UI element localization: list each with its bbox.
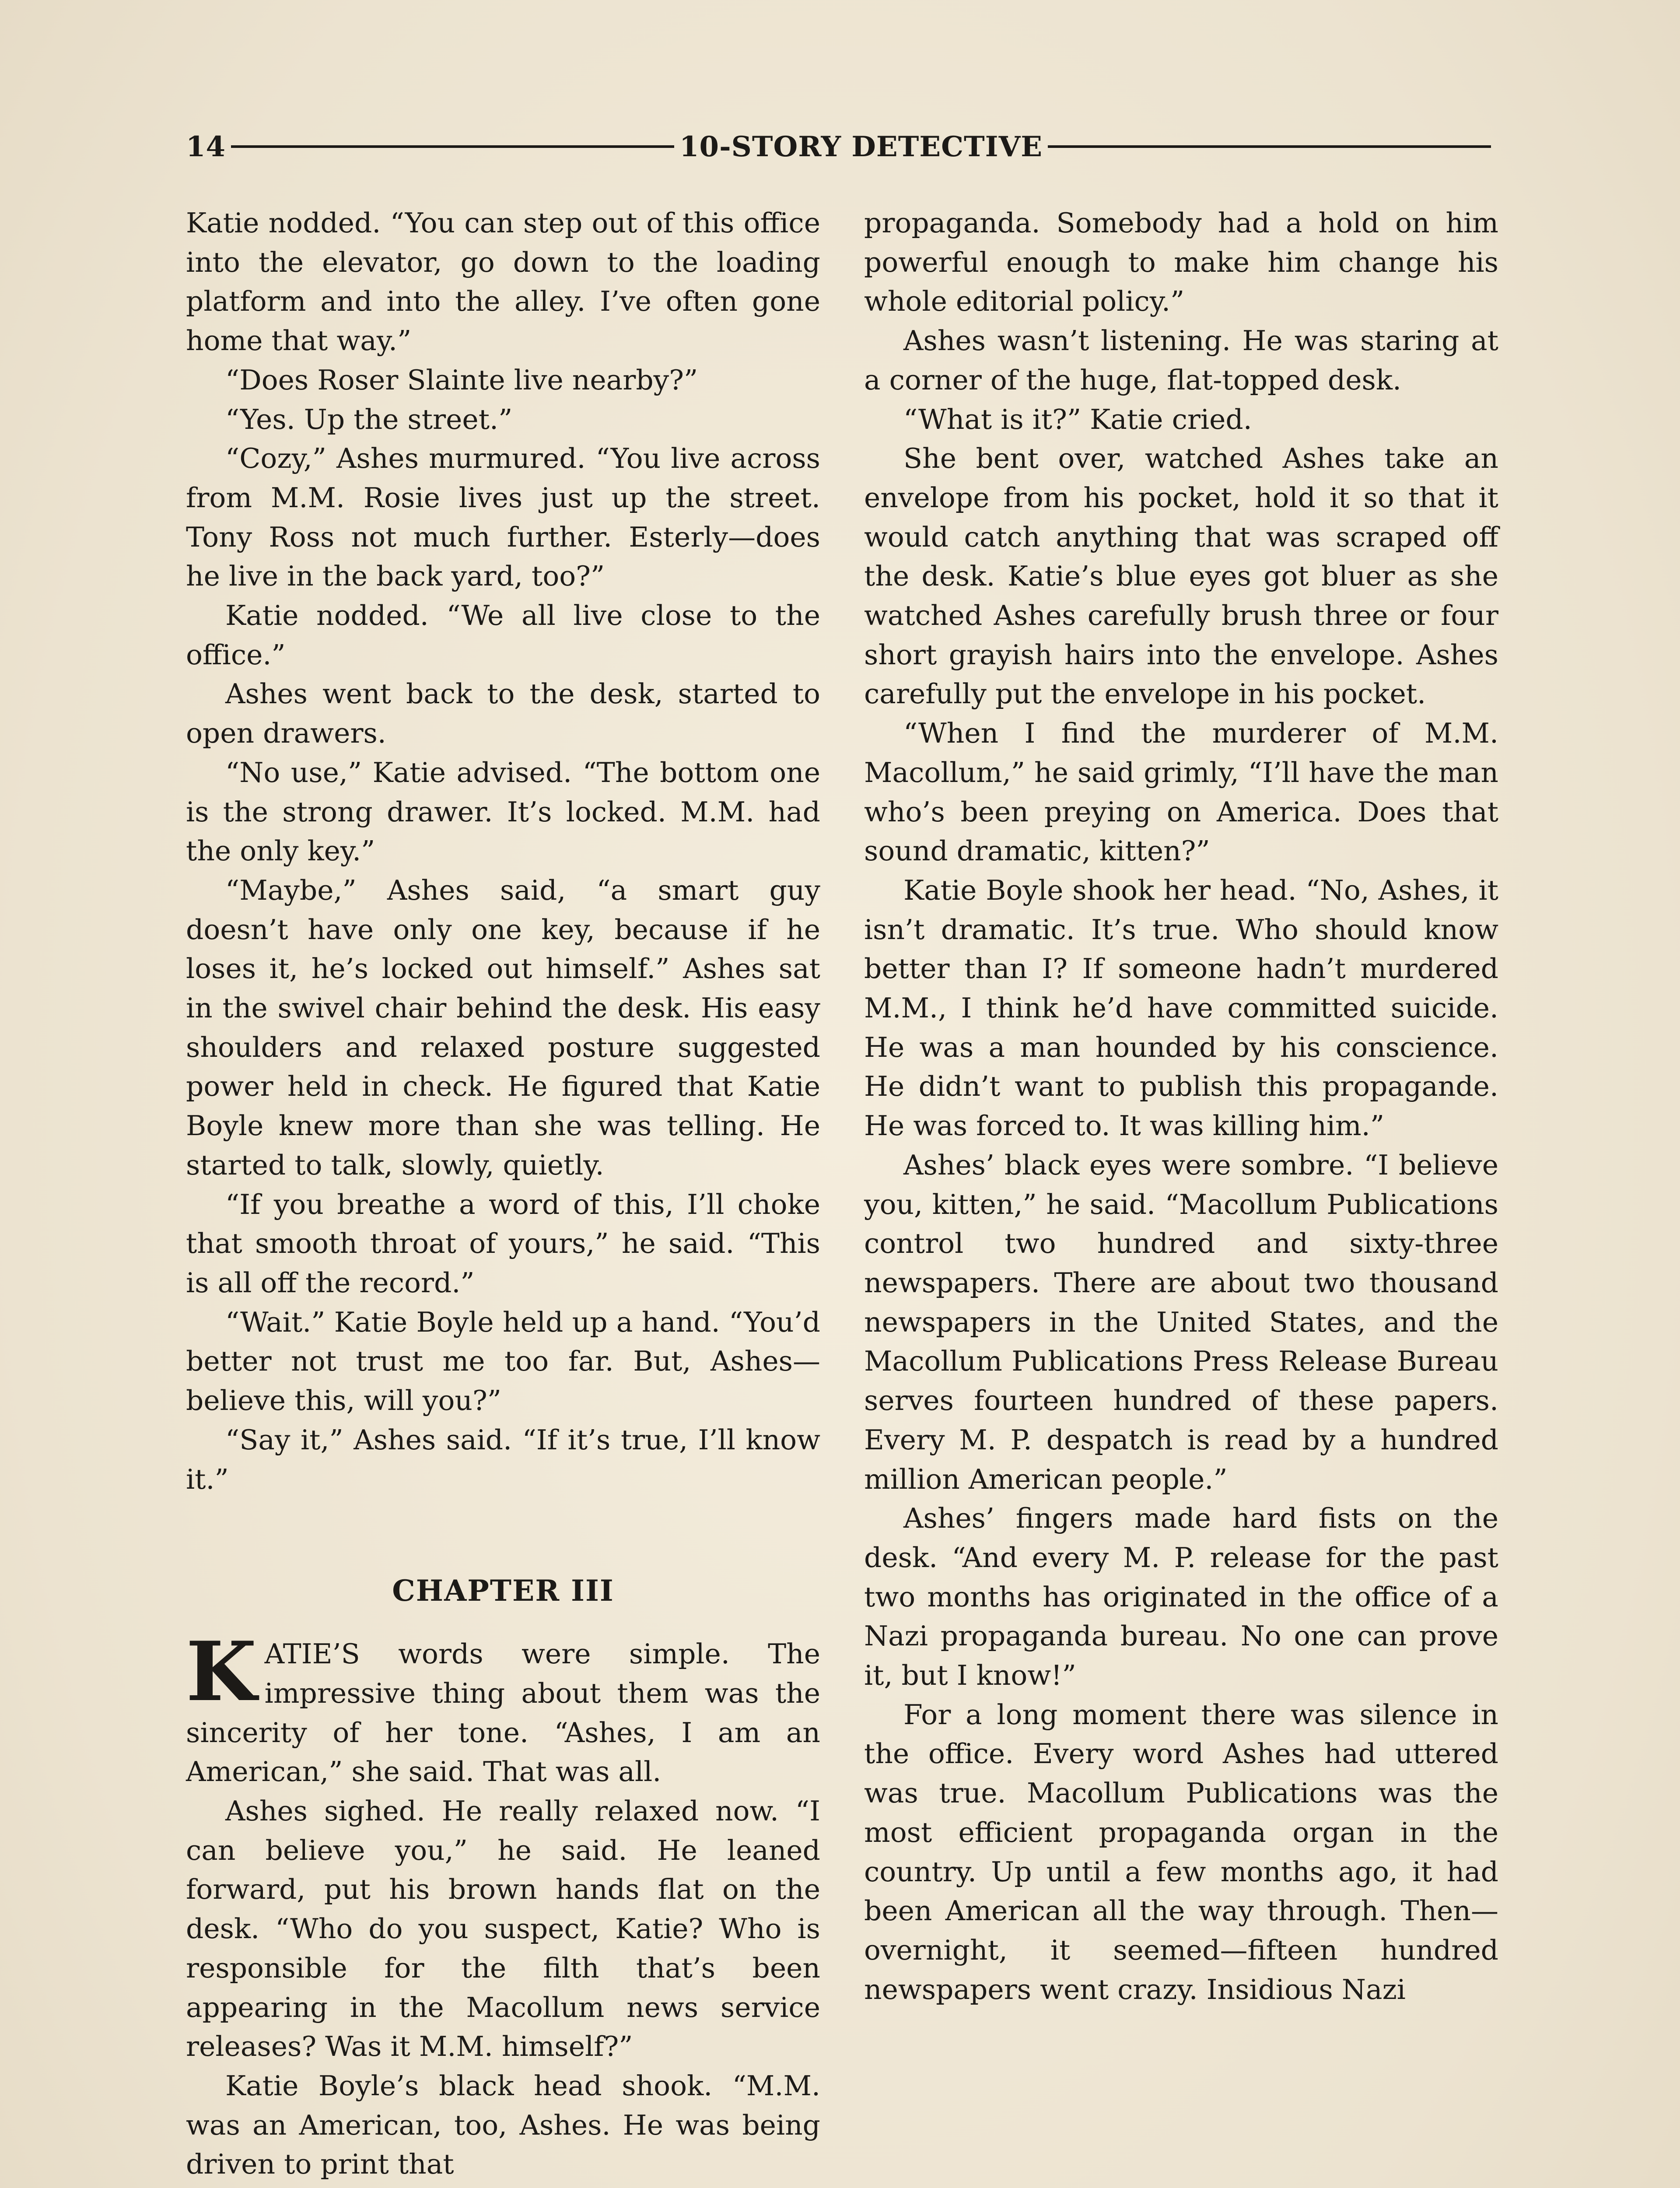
paragraph: Ashes’ black eyes were sombre. “I believe you, kitten,” he said. “Macollum Publications control two hundred and sixty-three newspapers. There are about two thousand newspapers in the United States, and the Macollum Publications Press Release Bureau serves fourteen hundred of these papers. Every M. P. despatch is read by a hundred million American people.” <box>864 1149 1498 1495</box>
paragraph: Ashes’ fingers made hard fists on the desk. “And every M. P. release for the past two months has originated in the office of a Nazi propaganda bureau. No one can prove it, but I know!” <box>864 1502 1498 1692</box>
paragraph: “Does Roser Slainte live nearby?” <box>225 364 698 396</box>
paragraph: Katie nodded. “You can step out of this office into the elevator, go down to the loading platform and into the alley. I’ve often gone home that way.” <box>186 207 820 357</box>
paragraph: Ashes wasn’t listening. He was staring at a corner of the huge, flat-topped desk. <box>864 325 1498 396</box>
chapter-heading: CHAPTER III <box>392 1574 614 1608</box>
paragraph: “If you breathe a word of this, I’ll choke that smooth throat of yours,” he said. “This is all off the record.” <box>186 1188 820 1299</box>
right-column <box>864 203 1498 2188</box>
paragraph: “Maybe,” Ashes said, “a smart guy doesn’t have only one key, because if he loses it, he’s locked out himself.” Ashes sat in the swivel chair behind the desk. His easy shoulders and relaxed posture suggested power held in check. He figured that Katie Boyle knew more than she was telling. He started to talk, slowly, quietly. <box>186 874 820 1181</box>
page-number: 14 <box>186 130 226 163</box>
paragraph: “Cozy,” Ashes murmured. “You live across from M.M. Rosie lives just up the street. Tony Ross not much further. Esterly—does he live in the back yard, too?” <box>186 442 820 593</box>
header-rule-right <box>1048 145 1491 148</box>
chapter-opening-paragraph <box>186 1623 820 1792</box>
paragraph: For a long moment there was silence in the office. Every word Ashes had uttered was true. Macollum Publications was the most efficient propaganda organ in the country. Up until a few months ago, it had been American all the way through. Then—overnight, it seemed—fifteen hundred newspapers went crazy. Insidious Nazi <box>864 1698 1498 2006</box>
paragraph: “What is it?” Katie cried. <box>903 403 1252 435</box>
page-header <box>186 127 1496 166</box>
continued-paragraph: propaganda. Somebody had a hold on him powerful enough to make him change his whole editorial policy.” <box>864 207 1498 318</box>
chapter-opening-text: ATIE’S words were simple. The impressive thing about them was the sincerity of her tone. “Ashes, I am an American,” she said. That was all. <box>186 1638 820 1788</box>
drop-cap: K <box>186 1623 257 1720</box>
left-column <box>186 203 820 2188</box>
paragraph: “Say it,” Ashes said. “If it’s true, I’ll know it.” <box>186 1424 820 1495</box>
paragraph: Ashes sighed. He really relaxed now. “I can believe you,” he said. He leaned forward, put his brown hands flat on the desk. “Who do you suspect, Katie? Who is responsible for the filth that’s been appearing in the Macollum news service releases? Was it M.M. himself?” <box>186 1795 820 2063</box>
text-columns <box>186 203 1498 2188</box>
paragraph: “Yes. Up the street.” <box>225 403 513 435</box>
header-rule-left <box>231 145 674 148</box>
paragraph: “No use,” Katie advised. “The bottom one is the strong drawer. It’s locked. M.M. had the only key.” <box>186 756 820 867</box>
paragraph: “Wait.” Katie Boyle held up a hand. “You’d better not trust me too far. But, Ashes—believe this, will you?” <box>186 1306 820 1417</box>
paragraph: She bent over, watched Ashes take an envelope from his pocket, hold it so that it would catch anything that was scraped off the desk. Katie’s blue eyes got bluer as she watched Ashes carefully brush three or four short grayish hairs into the envelope. Ashes carefully put the envelope in his pocket. <box>864 442 1498 710</box>
magazine-title: 10-STORY DETECTIVE <box>679 130 1043 163</box>
paragraph: Katie nodded. “We all live close to the office.” <box>186 600 820 671</box>
paragraph: Katie Boyle’s black head shook. “M.M. was an American, too, Ashes. He was being driven to print that <box>186 2069 820 2181</box>
paragraph: “When I find the murderer of M.M. Macollum,” he said grimly, “I’ll have the man who’s been preying on America. Does that sound dramatic, kitten?” <box>864 717 1498 867</box>
paragraph: Katie Boyle shook her head. “No, Ashes, it isn’t dramatic. It’s true. Who should know better than I? If someone hadn’t murdered M.M., I think he’d have committed suicide. He was a man hounded by his conscience. He didn’t want to publish this propagande. He was forced to. It was killing him.” <box>864 874 1498 1142</box>
paragraph: Ashes went back to the desk, started to open drawers. <box>186 678 820 750</box>
